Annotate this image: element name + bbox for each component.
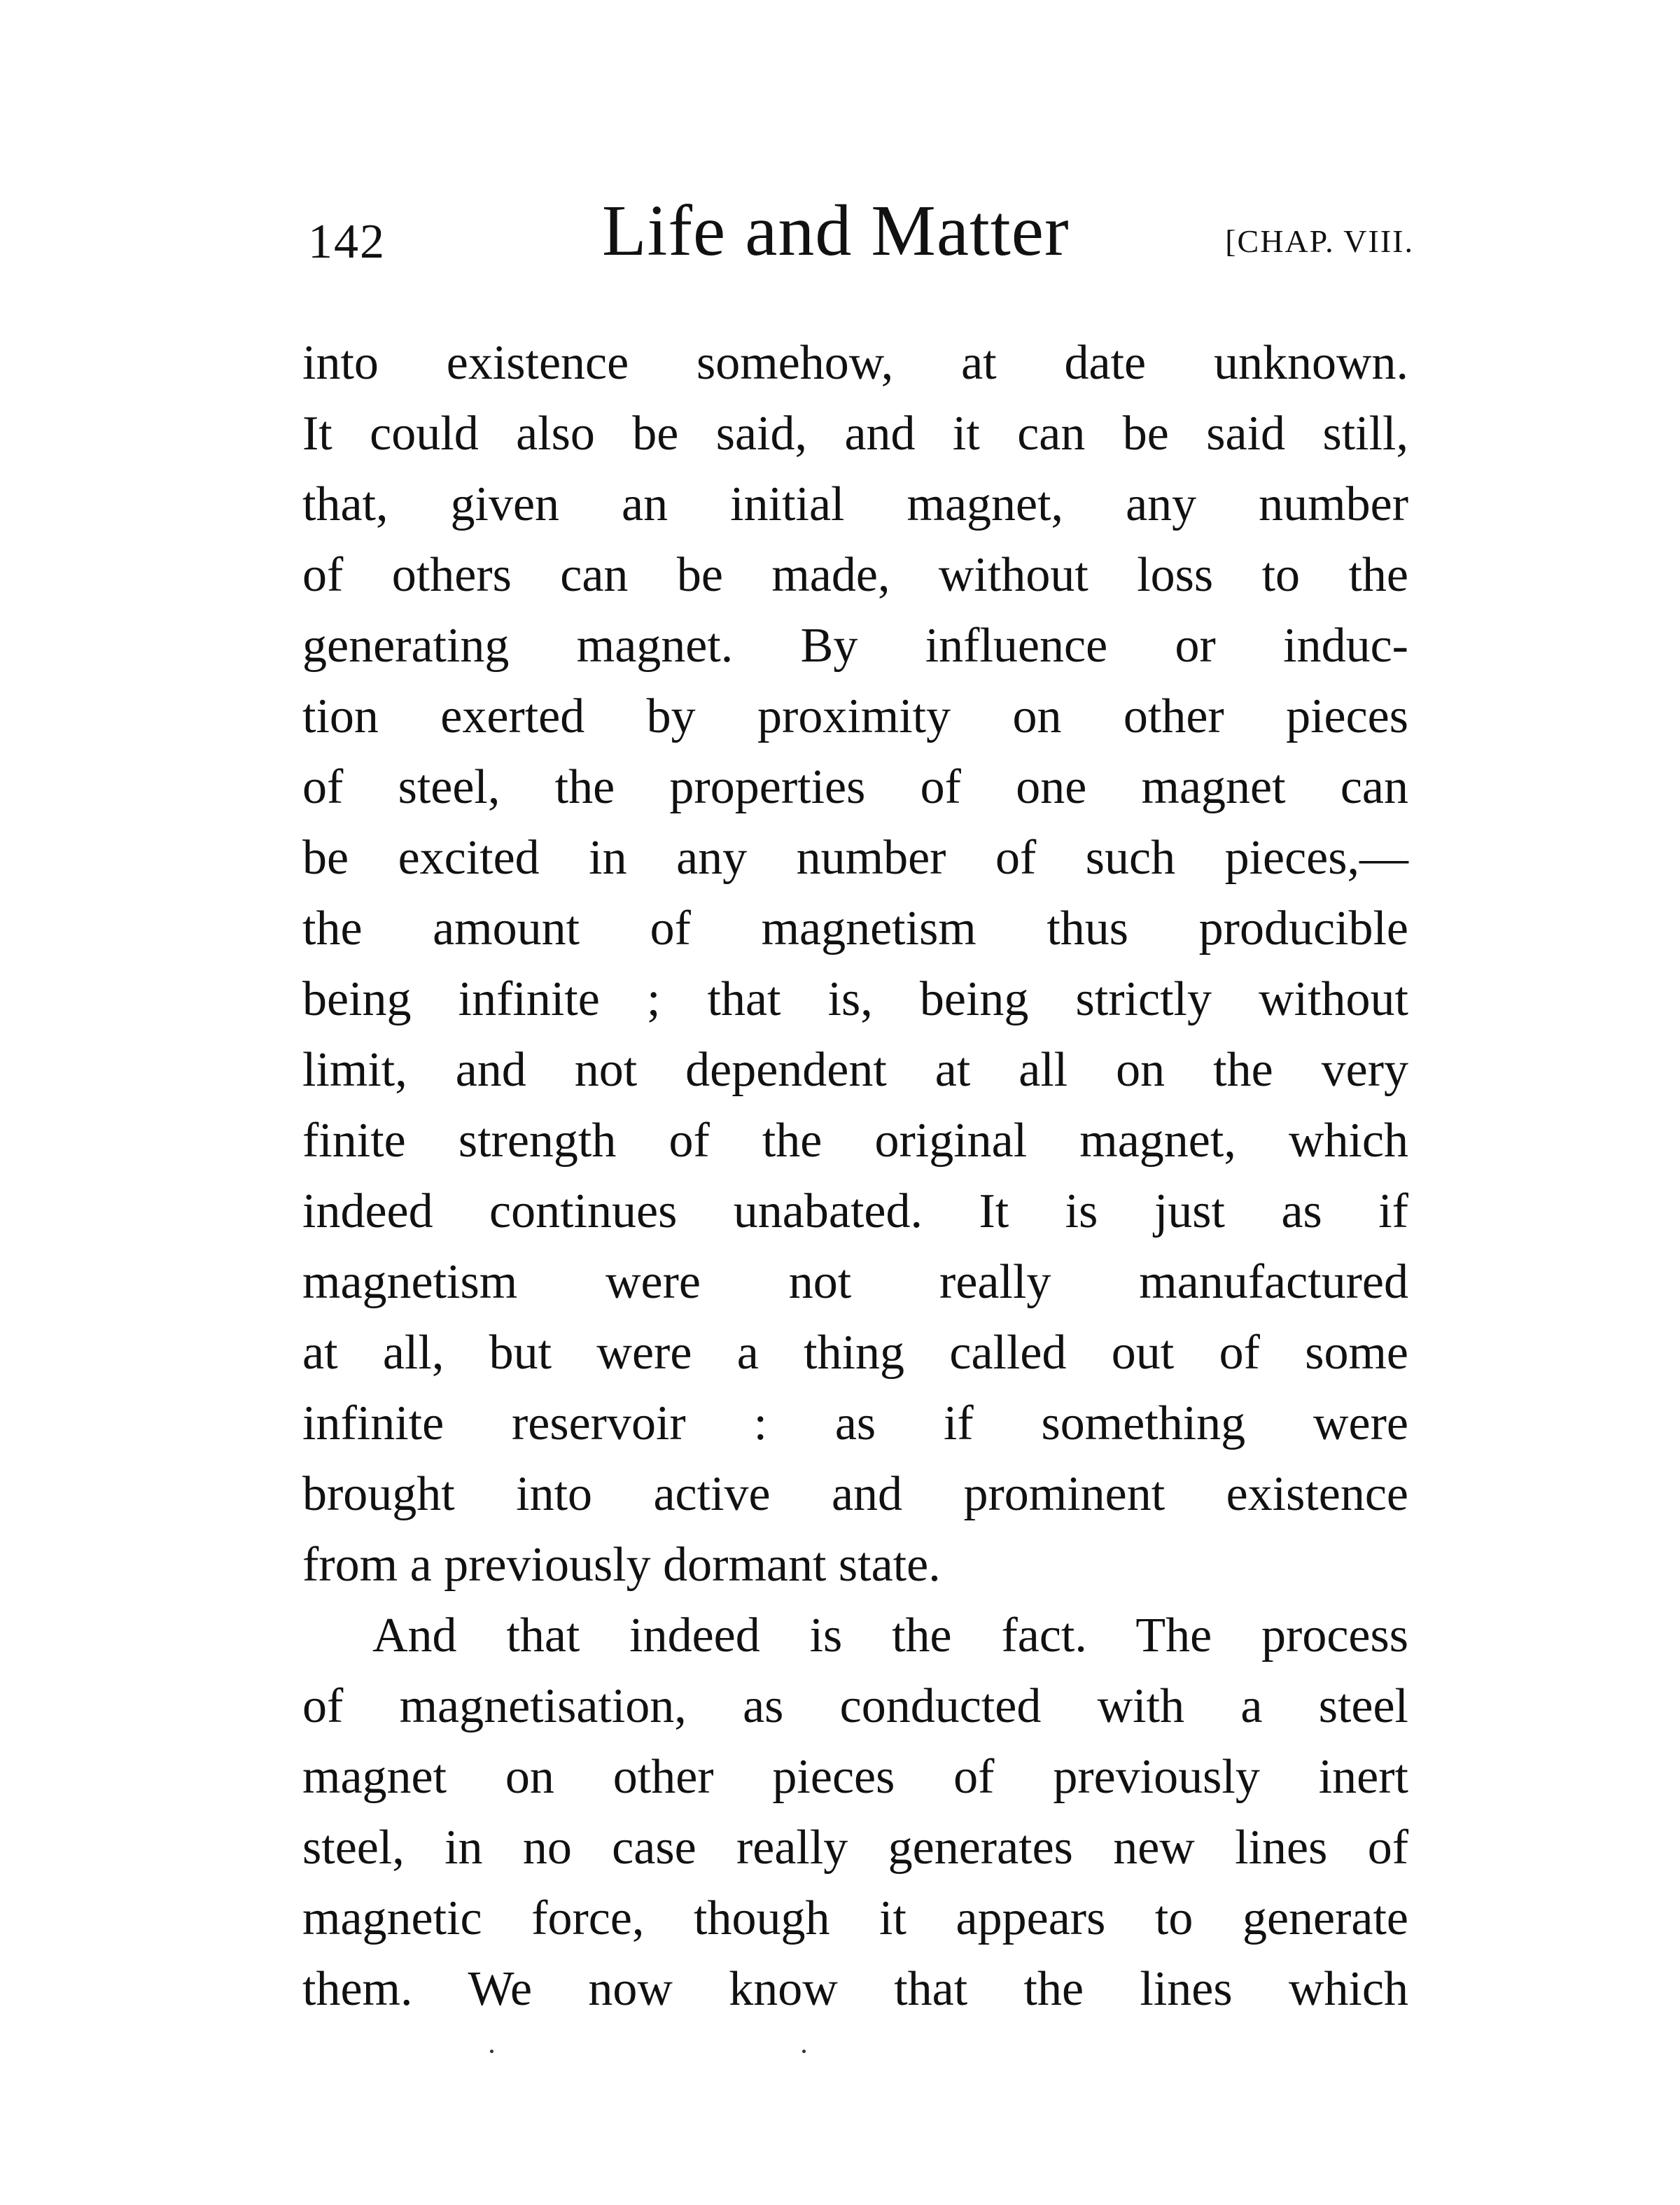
text-line: the amount of magnetism thus producible xyxy=(302,902,1408,955)
text-line: magnet on other pieces of previously inert xyxy=(302,1750,1408,1804)
book-title: Life and Matter xyxy=(602,190,1070,271)
text-line: generating magnet. By influence or induc- xyxy=(302,619,1408,673)
text-line: into existence somehow, at date unknown. xyxy=(302,336,1408,390)
text-line: tion exerted by proximity on other pieces xyxy=(302,690,1408,743)
print-speck xyxy=(490,2050,493,2053)
text-line: them. We now know that the lines which xyxy=(302,1962,1408,2016)
text-line: indeed continues unabated. It is just as if xyxy=(302,1184,1408,1238)
running-head xyxy=(301,189,1414,273)
paragraph-2 xyxy=(302,1600,1408,2024)
text-line: of others can be made, without loss to the xyxy=(302,548,1408,602)
text-line: be excited in any number of such pieces,— xyxy=(302,831,1408,885)
text-line: steel, in no case really generates new lines of xyxy=(302,1821,1408,1875)
text-line: magnetism were not really manufactured xyxy=(302,1255,1408,1309)
text-line: being infinite ; that is, being strictly without xyxy=(302,972,1408,1026)
chapter-reference: [CHAP. VIII. xyxy=(1225,223,1414,259)
text-line: that, given an initial magnet, any number xyxy=(302,477,1408,531)
text-line: at all, but were a thing called out of some xyxy=(302,1326,1408,1380)
body-text xyxy=(302,328,1408,2024)
print-speck xyxy=(802,2050,806,2053)
text-line: of steel, the properties of one magnet can xyxy=(302,760,1408,814)
text-line: brought into active and prominent existence xyxy=(302,1467,1408,1521)
text-line: of magnetisation, as conducted with a steel xyxy=(302,1679,1408,1733)
text-line: from a previously dormant state. xyxy=(302,1538,941,1592)
paragraph-1 xyxy=(302,328,1408,1600)
text-line: It could also be said, and it can be said still, xyxy=(302,407,1408,461)
text-line: magnetic force, though it appears to generate xyxy=(302,1891,1408,1945)
text-line: And that indeed is the fact. The process xyxy=(372,1609,1408,1662)
page-number: 142 xyxy=(308,215,386,269)
text-line: infinite reservoir : as if something were xyxy=(302,1396,1408,1450)
text-line: limit, and not dependent at all on the very xyxy=(302,1043,1408,1097)
text-line: finite strength of the original magnet, which xyxy=(302,1114,1408,1168)
